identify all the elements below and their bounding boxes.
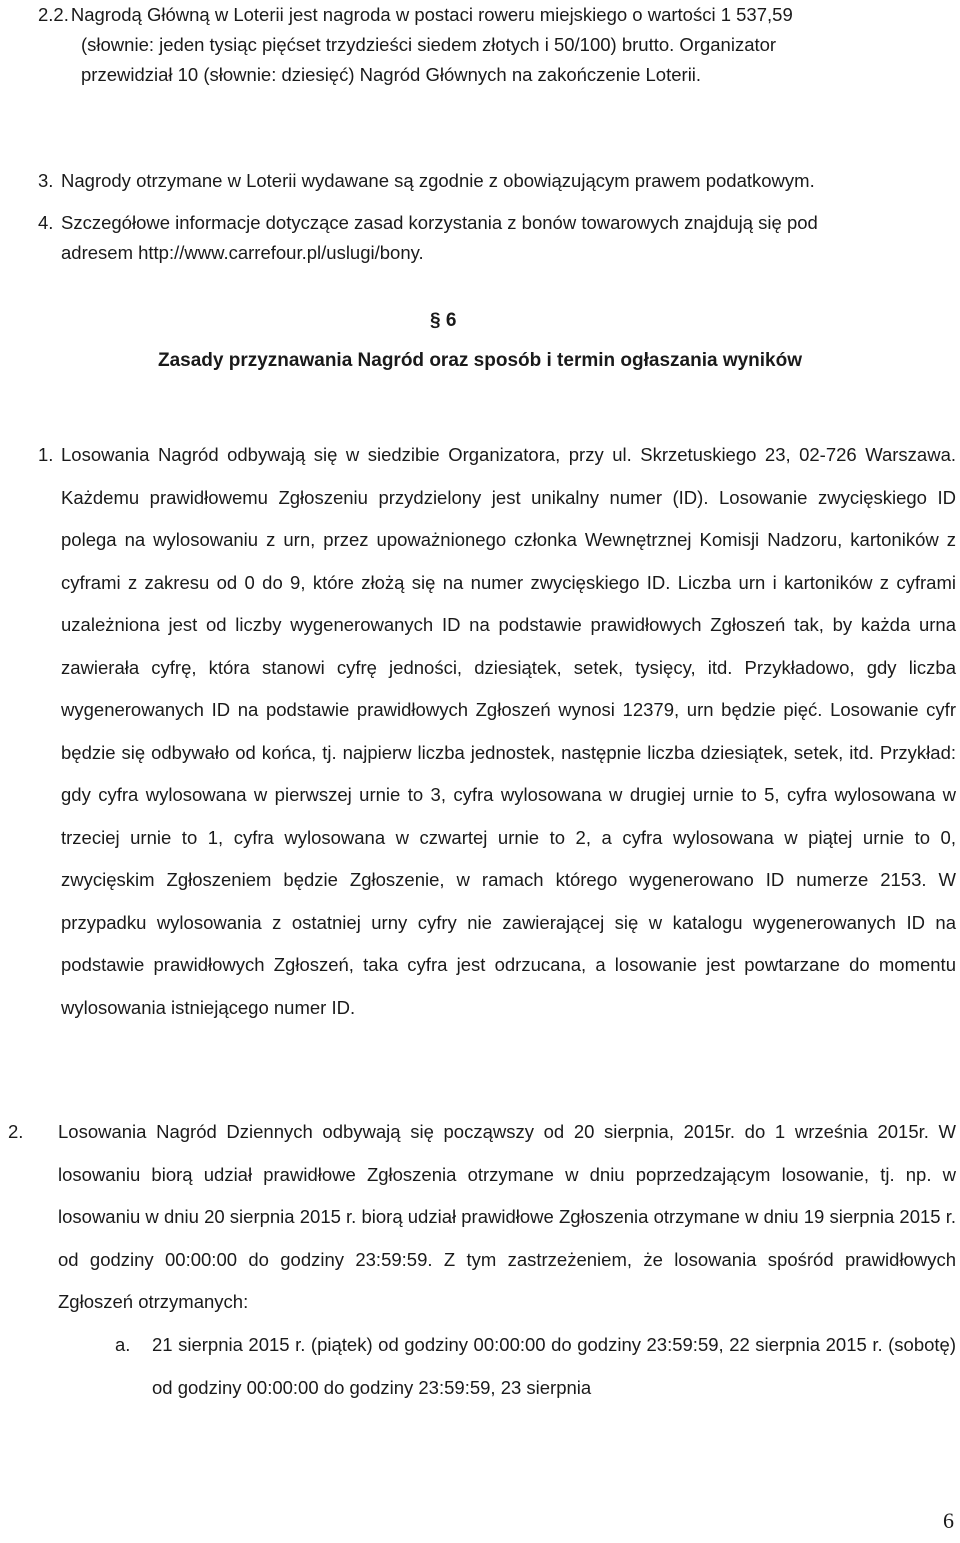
item-number: 1.: [38, 444, 54, 465]
numbered-item-2: [8, 1111, 956, 1324]
paragraph-text: Nagrody otrzymane w Loterii wydawane są zgodnie z obowiązującym prawem podatkowym.: [61, 170, 815, 191]
paragraph-line: Nagrodą Główną w Loterii jest nagroda w postaci roweru miejskiego o wartości 1 537,59: [70, 4, 793, 25]
paragraph-2-2: [38, 0, 956, 90]
sub-item-a: [115, 1324, 956, 1409]
item-text: Losowania Nagród odbywają się w siedzibie Organizatora, przy ul. Skrzetuskiego 23, 02-726 Warszawa. Każdemu prawidłowemu Zgłoszeniu przydzielony jest unikalny numer (ID). Losowanie zwycięskiego ID polega na wylosowaniu z urn, przez upoważnionego członka Wewnętrznej Komisji Nadzoru, kartoników z cyframi z zakresu od 0 do 9, które złożą się na numer zwycięskiego ID. Liczba urn i kartoników z cyframi uzależniona jest od liczby wygenerowanych ID na podstawie prawidłowych Zgłoszeń tak, by każda urna zawierała cyfrę, która stanowi cyfrę jedności, dziesiątek, setek, tysięcy, itd. Przykładowo, gdy liczba wygenerowanych ID na podstawie prawidłowych Zgłoszeń wynosi 12379, urn będzie pięć. Losowanie cyfr będzie się odbywało od końca, tj. najpierw liczba jednostek, następnie liczba dziesiątek, setek, itd. Przykład: gdy cyfra wylosowana w pierwszej urnie to 3, cyfra wylosowana w drugiej urnie to 5, cyfra wylosowana w trzeciej urnie to 1, cyfra wylosowana w czwartej urnie to 2, a cyfra wylosowana w piątej urnie to 0, zwycięskim Zgłoszeniem będzie Zgłoszenie, w ramach którego wygenerowano ID numerze 2153. W przypadku wylosowania z ostatniej urny cyfry nie zawierającej się w katalogu wygenerowanych ID na podstawie prawidłowych Zgłoszeń, taka cyfra jest odrzucana, a losowanie jest powtarzane do momentu wylosowania istniejącego numer ID.: [61, 444, 956, 1018]
item-text: Losowania Nagród Dziennych odbywają się począwszy od 20 sierpnia, 2015r. do 1 września 2015r. W losowaniu biorą udział prawidłowe Zgłoszenia otrzymane w dniu poprzedzającym losowanie, tj. np. w losowaniu w dniu 20 sierpnia 2015 r. biorą udział prawidłowe Zgłoszenia otrzymane w dniu 19 sierpnia 2015 r. od godziny 00:00:00 do godziny 23:59:59. Z tym zastrzeżeniem, że losowania spośród prawidłowych Zgłoszeń otrzymanych:: [58, 1121, 956, 1312]
section-number: § 6: [430, 310, 457, 331]
item-number: 2.: [8, 1121, 24, 1142]
numbered-item-1: [38, 434, 956, 1029]
paragraph-3: [38, 166, 938, 196]
page-number: 6: [943, 1508, 954, 1533]
sub-item-text: 21 sierpnia 2015 r. (piątek) od godziny 00:00:00 do godziny 23:59:59, 22 sierpnia 2015 r. (sobotę) od godziny 00:00:00 do godziny 23:59:59, 23 sierpnia: [152, 1334, 956, 1398]
paragraph-line: (słownie: jeden tysiąc pięćset trzydzieści siedem złotych i 50/100) brutto. Organizator: [81, 34, 777, 55]
paragraph-line: Szczegółowe informacje dotyczące zasad korzystania z bonów towarowych znajdują się pod: [61, 212, 818, 233]
paragraph-number: 3.: [38, 170, 54, 191]
section-title: Zasady przyznawania Nagród oraz sposób i termin ogłaszania wyników: [157, 350, 803, 371]
paragraph-number: 2.2.: [38, 4, 69, 25]
paragraph-line: przewidział 10 (słownie: dziesięć) Nagród Głównych na zakończenie Loterii.: [81, 64, 702, 85]
paragraph-number: 4.: [38, 212, 54, 233]
sub-item-letter: a.: [115, 1334, 131, 1355]
paragraph-line: adresem http://www.carrefour.pl/uslugi/bony.: [61, 242, 424, 263]
paragraph-4: [38, 208, 938, 268]
